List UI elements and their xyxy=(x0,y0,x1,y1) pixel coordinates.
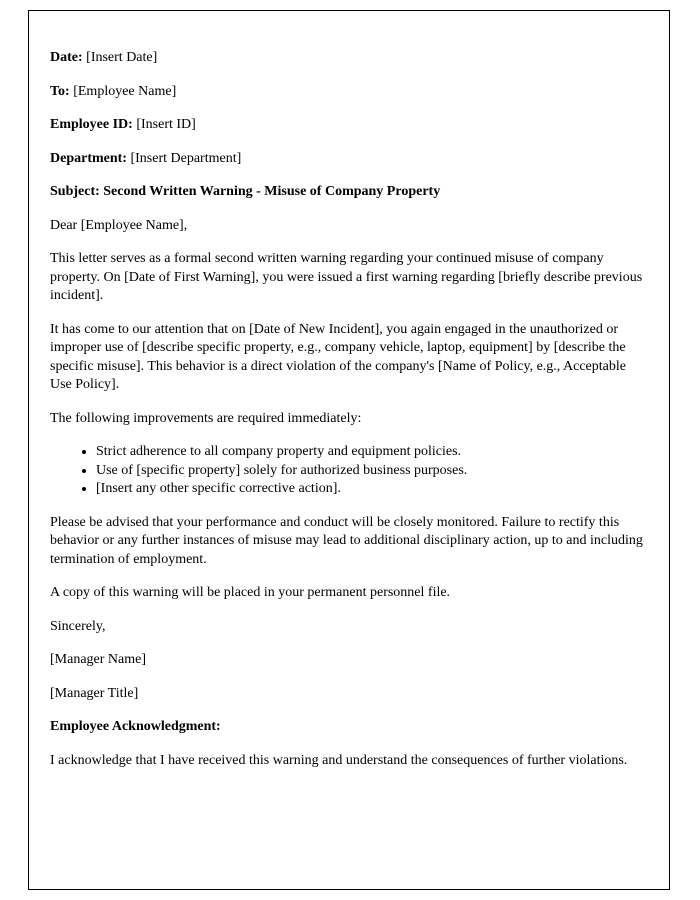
to-value: [Employee Name] xyxy=(69,83,177,99)
paragraph-consequences: Please be advised that your performance and conduct will be closely monitored. Failure to rectify this behavior or any further instances of misuse may lead to additional disciplinary action, up to and including termination of employment. xyxy=(50,514,643,567)
to-line xyxy=(50,83,648,102)
employee-id-value: [Insert ID] xyxy=(132,117,196,132)
employee-id-label: Employee ID: xyxy=(50,117,133,132)
subject-line: Subject: Second Written Warning - Misuse of Company Property xyxy=(50,184,441,199)
date-line xyxy=(50,49,648,68)
acknowledgment-heading: Employee Acknowledgment: xyxy=(50,719,221,734)
department-line xyxy=(50,150,648,169)
acknowledgment-text: I acknowledge that I have received this warning and understand the consequences of further violations. xyxy=(50,752,628,768)
department-label: Department: xyxy=(50,150,127,166)
manager-name: [Manager Name] xyxy=(50,652,147,667)
improvement-list xyxy=(50,443,648,499)
date-label: Date: xyxy=(50,50,83,65)
manager-title: [Manager Title] xyxy=(50,685,139,701)
recipient-block xyxy=(50,83,648,169)
department-value: [Insert Department] xyxy=(126,150,242,166)
employee-id-line xyxy=(50,116,648,135)
paragraph-first-warning: This letter serves as a formal second written warning regarding your continued misuse of company property. On [Date of First Warning], you were issued a first warning regarding [briefly describe previous incident]. xyxy=(50,251,643,303)
letter-page xyxy=(28,10,670,890)
letter-content xyxy=(29,11,669,770)
paragraph-new-incident: It has come to our attention that on [Date of New Incident], you again engaged in the unauthorized or improper use of [describe specific property, e.g., company vehicle, laptop, equipment] by [describe the specific misuse]. This behavior is a direct violation of the company's [Name of Policy, e.g., Acceptable Use Policy]. xyxy=(50,321,626,392)
date-value: [Insert Date] xyxy=(82,50,158,65)
list-item: • Use of [specific property] solely for authorized business purposes. xyxy=(96,462,648,481)
list-item: • [Insert any other specific corrective action]. xyxy=(96,480,648,499)
paragraph-personnel-file: A copy of this warning will be placed in your permanent personnel file. xyxy=(50,585,451,600)
to-label: To: xyxy=(50,83,70,99)
list-item: • Strict adherence to all company property and equipment policies. xyxy=(96,443,648,462)
salutation: Dear [Employee Name], xyxy=(50,217,188,233)
paragraph-improvements-intro: The following improvements are required immediately: xyxy=(50,410,362,426)
signature-block xyxy=(50,651,648,703)
closing: Sincerely, xyxy=(50,618,106,634)
